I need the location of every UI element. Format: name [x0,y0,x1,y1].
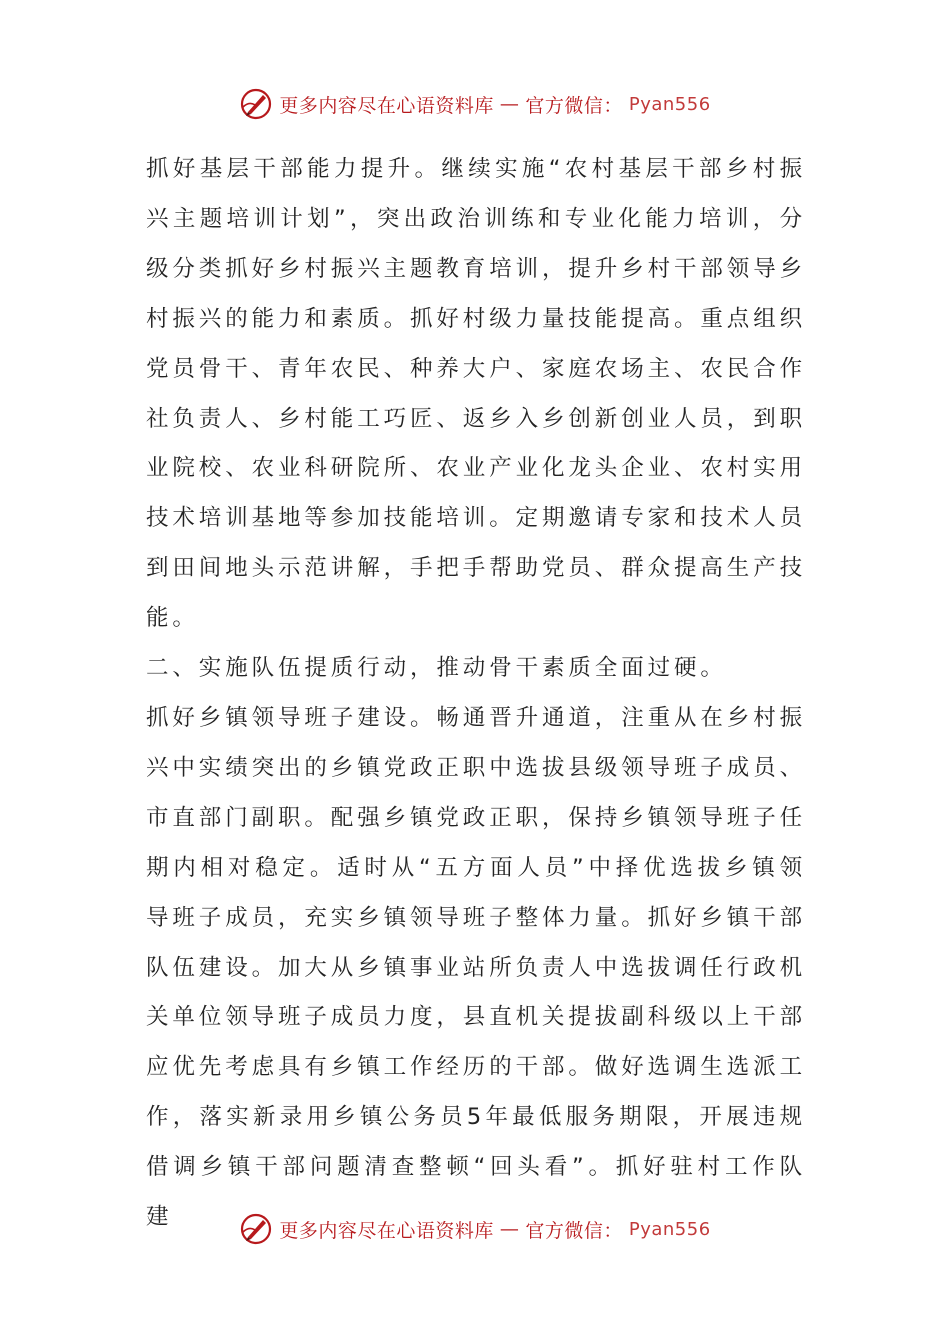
banner-wechat-label: 官方微信： [525,1219,623,1242]
footer-banner [0,1209,950,1249]
banner-wechat-id: Pyan556 [628,1218,711,1240]
banner-title: 更多内容尽在心语资料库 [279,94,494,117]
body-paragraph: 抓好乡镇领导班子建设。畅通晋升通道，注重从在乡村振兴中实绩突出的乡镇党政正职中选拔县级领导班子成员、市直部门副职。配强乡镇党政正职，保持乡镇领导班子任期内相对稳定。适时从“五方面人员”中择优选拔乡镇领导班子成员，充实乡镇领导班子整体力量。抓好乡镇干部队伍建设。加大从乡镇事业站所负责人中选拔调任行政机关单位领导班子成员力度，县直机关提拔副科级以上干部应优先考虑具有乡镇工作经历的干部。做好选调生选派工作，落实新录用乡镇公务员5年最低服务期限，开展违规借调乡镇干部问题清查整顿“回头看”。抓好驻村工作队建 [146,704,807,1231]
pen-logo-icon [239,1212,273,1246]
document-body [146,145,806,1243]
banner-wechat-id: Pyan556 [628,93,711,115]
header-banner [0,84,950,124]
banner-title: 更多内容尽在心语资料库 [279,1219,494,1242]
banner-dash: — [499,93,520,115]
pen-logo-icon [239,87,273,121]
section-heading: 二、实施队伍提质行动，推动骨干素质全面过硬。 [146,655,727,682]
banner-wechat-label: 官方微信： [525,94,623,117]
banner-dash: — [499,1218,520,1240]
body-paragraph: 抓好基层干部能力提升。继续实施“农村基层干部乡村振兴主题培训计划”，突出政治训练和专业化能力培训，分级分类抓好乡村振兴主题教育培训，提升乡村干部领导乡村振兴的能力和素质。抓好村级力量技能提高。重点组织党员骨干、青年农民、种养大户、家庭农场主、农民合作社负责人、乡村能工巧匠、返乡入乡创新创业人员，到职业院校、农业科研院所、农业产业化龙头企业、农村实用技术培训基地等参加技能培训。定期邀请专家和技术人员到田间地头示范讲解，手把手帮助党员、群众提高生产技能。 [146,156,807,632]
